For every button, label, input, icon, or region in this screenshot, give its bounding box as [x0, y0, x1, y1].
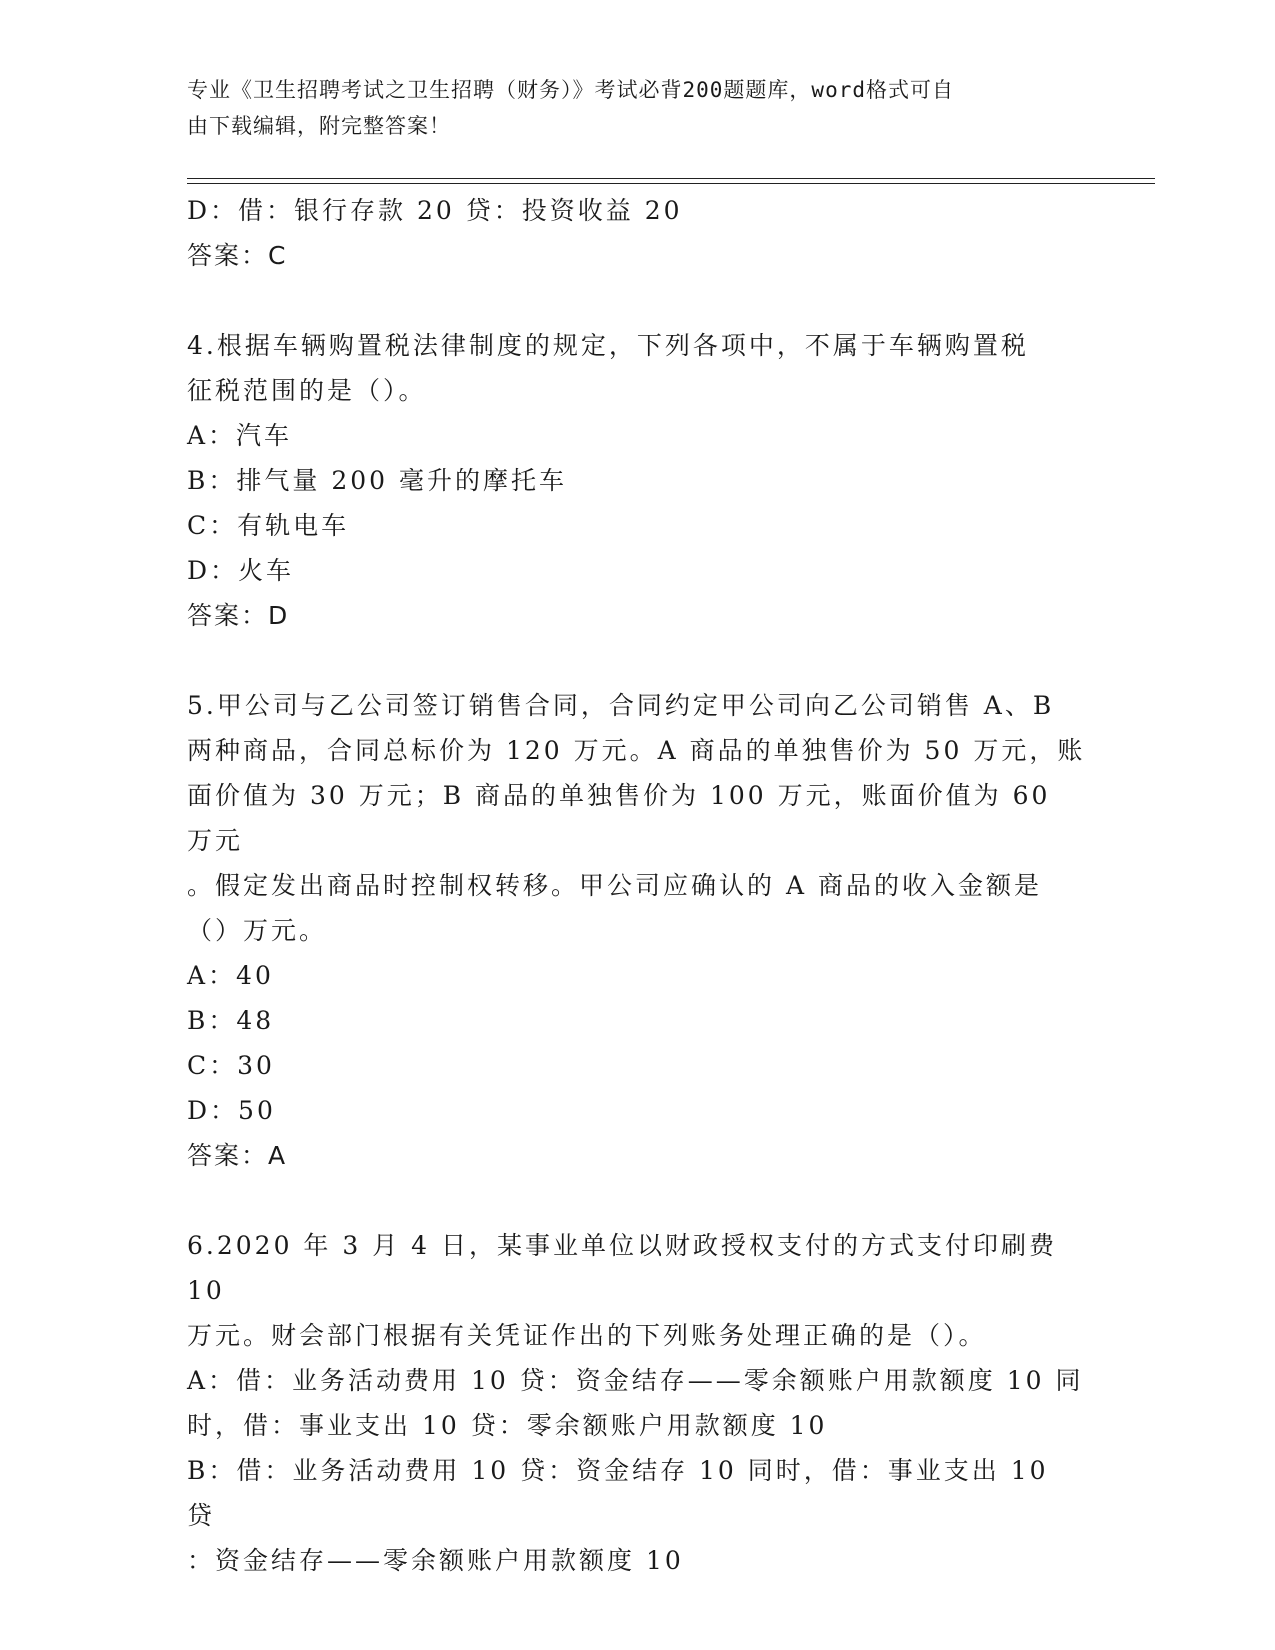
question-3-tail	[187, 188, 1087, 278]
q5-stem-line-4: 。假定发出商品时控制权转移。甲公司应确认的 A 商品的收入金额是	[187, 871, 1042, 900]
question-6	[187, 1223, 1087, 1583]
q3-answer: 答案：C	[187, 241, 288, 270]
header-line-1: 专业《卫生招聘考试之卫生招聘（财务）》考试必背200题题库，word格式可自	[187, 78, 954, 102]
q6-option-b-line-1: B：借：业务活动费用 10 贷：资金结存 10 同时，借：事业支出 10 贷	[187, 1456, 1049, 1530]
q4-option-d: D：火车	[187, 556, 295, 585]
q4-option-a: A：汽车	[187, 421, 293, 450]
q5-stem-line-2: 两种商品，合同总标价为 120 万元。A 商品的单独售价为 50 万元，账	[187, 736, 1086, 765]
q3-option-d: D：借：银行存款 20 贷：投资收益 20	[187, 196, 683, 225]
document-body	[187, 188, 1087, 1583]
q5-stem-line-1: 5.甲公司与乙公司签订销售合同，合同约定甲公司向乙公司销售 A、B	[187, 691, 1055, 720]
q6-stem-line-1: 6.2020 年 3 月 4 日，某事业单位以财政授权支付的方式支付印刷费 10	[187, 1231, 1058, 1305]
question-4	[187, 323, 1087, 638]
q5-option-c: C：30	[187, 1051, 275, 1080]
q5-stem-line-3: 面价值为 30 万元；B 商品的单独售价为 100 万元，账面价值为 60 万元	[187, 781, 1051, 855]
q5-answer: 答案：A	[187, 1141, 288, 1170]
document-header	[187, 72, 1067, 144]
q5-option-b: B：48	[187, 1006, 275, 1035]
q4-stem-line-2: 征税范围的是（）。	[187, 376, 427, 405]
header-line-2: 由下载编辑，附完整答案！	[187, 114, 451, 138]
q4-stem-line-1: 4.根据车辆购置税法律制度的规定，下列各项中，不属于车辆购置税	[187, 331, 1029, 360]
header-divider-top	[187, 178, 1155, 179]
question-5	[187, 683, 1087, 1178]
q6-option-a-line-2: 时，借：事业支出 10 贷：零余额账户用款额度 10	[187, 1411, 828, 1440]
q5-stem-line-5: （）万元。	[187, 916, 328, 945]
q6-stem-line-2: 万元。财会部门根据有关凭证作出的下列账务处理正确的是（）。	[187, 1321, 987, 1350]
q6-option-a-line-1: A：借：业务活动费用 10 贷：资金结存——零余额账户用款额度 10 同	[187, 1366, 1084, 1395]
header-divider-bottom	[187, 183, 1155, 184]
q5-option-d: D：50	[187, 1096, 276, 1125]
q4-option-b: B：排气量 200 毫升的摩托车	[187, 466, 567, 495]
q4-answer: 答案：D	[187, 601, 290, 630]
q6-option-b-line-2: ：资金结存——零余额账户用款额度 10	[187, 1546, 684, 1575]
q5-option-a: A：40	[187, 961, 274, 990]
q4-option-c: C：有轨电车	[187, 511, 350, 540]
